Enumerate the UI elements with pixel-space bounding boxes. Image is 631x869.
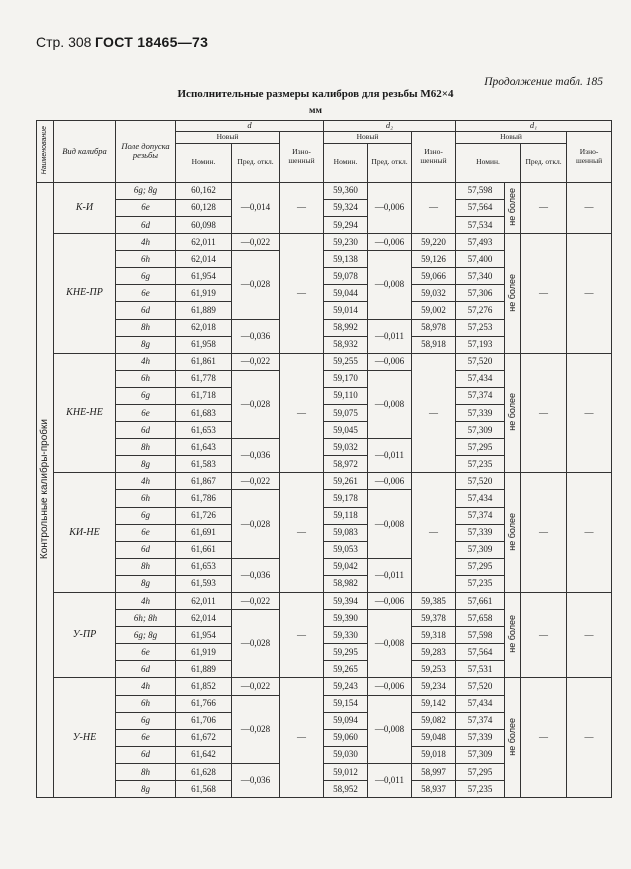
d1-deviation: — [521,182,567,233]
d1-nominal: 57,306 [456,285,505,302]
d1-deviation: — [521,234,567,354]
d2-nominal: 59,094 [324,712,368,729]
d-nominal: 62,014 [176,610,232,627]
gauge-type: У-ПР [54,593,116,678]
side-label: Контрольные калибры-пробки [37,182,54,797]
d-nominal: 61,954 [176,268,232,285]
d2-wear: 59,253 [412,661,456,678]
d-nominal: 61,683 [176,404,232,421]
d-nom-header: Номин. [176,143,232,182]
d2-nominal: 59,330 [324,627,368,644]
d-deviation: —0,022 [232,473,280,490]
d-nominal: 61,919 [176,644,232,661]
d2-wear: 59,032 [412,285,456,302]
d1-nominal: 57,534 [456,216,505,233]
d2-deviation: —0,006 [368,593,412,610]
d-nominal: 61,661 [176,541,232,558]
tolerance-field: 6g; 8g [116,627,176,644]
d2-nominal: 59,170 [324,370,368,387]
d-nominal: 61,954 [176,627,232,644]
d1-wear: — [567,473,612,593]
tolerance-field: 6d [116,216,176,233]
d1-nominal: 57,340 [456,268,505,285]
d-nominal: 60,128 [176,199,232,216]
d-nominal: 61,766 [176,695,232,712]
d2-nominal: 59,230 [324,234,368,251]
d1-wear: — [567,678,612,798]
d2-nominal: 59,243 [324,678,368,695]
tolerance-field: 8h [116,763,176,780]
table-row [37,353,612,370]
d1-nominal: 57,564 [456,199,505,216]
d-nominal: 61,643 [176,439,232,456]
d2-deviation: —0,006 [368,678,412,695]
d1-nominal: 57,339 [456,729,505,746]
d1-dev-header: Пред. откл. [521,143,567,182]
tolerance-field: 8g [116,781,176,798]
d2-deviation: —0,006 [368,353,412,370]
d2-nominal: 59,265 [324,661,368,678]
gauge-type-header: Вид калибра [54,121,116,183]
d1-wear: — [567,593,612,678]
d2-wear: 59,318 [412,627,456,644]
d1-deviation: — [521,593,567,678]
d-wear: — [280,593,324,678]
d-nominal: 61,642 [176,746,232,763]
units-label: мм [309,106,322,116]
d2-nominal: 59,360 [324,182,368,199]
d-deviation: —0,028 [232,370,280,438]
d1-nominal: 57,339 [456,524,505,541]
d2-nominal: 59,030 [324,746,368,763]
d2-deviation: —0,008 [368,695,412,763]
d2-nominal: 59,118 [324,507,368,524]
d1-wear: — [567,234,612,354]
d1-nominal: 57,434 [456,370,505,387]
d1-max-note: не более [505,593,521,678]
d2-wear: 59,048 [412,729,456,746]
d2-nominal: 59,075 [324,404,368,421]
tolerance-field: 6h; 8h [116,610,176,627]
d1-wear-header: Изно-шенный [567,131,612,182]
d1-nominal: 57,658 [456,610,505,627]
d-nominal: 61,568 [176,781,232,798]
d-nominal: 61,726 [176,507,232,524]
d2-wear: 59,220 [412,234,456,251]
d1-nominal: 57,276 [456,302,505,319]
d1-nominal: 57,493 [456,234,505,251]
tolerance-field: 6h [116,695,176,712]
d1-nominal: 57,339 [456,404,505,421]
d1-nominal: 57,598 [456,182,505,199]
d2-nominal: 59,178 [324,490,368,507]
d-deviation: —0,028 [232,490,280,558]
tolerance-field: 6d [116,746,176,763]
d1-nominal: 57,235 [456,456,505,473]
d1-nominal: 57,520 [456,678,505,695]
d1-nominal: 57,531 [456,661,505,678]
d1-nom-header: Номин. [456,143,521,182]
d1-nominal: 57,520 [456,473,505,490]
d2-wear: 58,978 [412,319,456,336]
d2-wear: 59,066 [412,268,456,285]
d2-nominal: 59,294 [324,216,368,233]
d2-nominal: 58,952 [324,781,368,798]
d1-nominal: 57,235 [456,575,505,592]
d1-nominal: 57,374 [456,712,505,729]
table-row [37,234,612,251]
tolerance-field: 6g [116,507,176,524]
d-nominal: 61,706 [176,712,232,729]
tolerance-field: 6e [116,524,176,541]
d-nominal: 61,628 [176,763,232,780]
d2-wear: — [412,182,456,233]
d-nominal: 60,098 [176,216,232,233]
gauge-dimensions-table [36,120,612,798]
d1-nominal: 57,295 [456,558,505,575]
d2-nominal: 59,138 [324,251,368,268]
d-nominal: 61,653 [176,422,232,439]
d-dev-header: Пред. откл. [232,143,280,182]
tolerance-field: 6e [116,729,176,746]
tolerance-field: 6g [116,387,176,404]
d-nominal: 61,861 [176,353,232,370]
d-wear: — [280,678,324,798]
d1-nominal: 57,235 [456,781,505,798]
d1-nominal: 57,295 [456,763,505,780]
d-deviation: —0,036 [232,763,280,797]
d-deviation: —0,036 [232,319,280,353]
d-deviation: —0,028 [232,695,280,763]
d2-deviation: —0,011 [368,763,412,797]
d-nominal: 61,672 [176,729,232,746]
tolerance-field: 8g [116,456,176,473]
gauge-type: КНЕ-НЕ [54,353,116,473]
tolerance-field: 6e [116,285,176,302]
tolerance-field: 8h [116,319,176,336]
naming-header: Наименование [37,121,54,183]
d2-wear: 58,997 [412,763,456,780]
table-title: Исполнительные размеры калибров для резьбы М62×4 [177,88,454,100]
tolerance-field: 4h [116,234,176,251]
d2-wear: 58,937 [412,781,456,798]
d2-nom-header: Номин. [324,143,368,182]
d-nominal: 61,583 [176,456,232,473]
tolerance-field: 6e [116,199,176,216]
d1-nominal: 57,434 [456,490,505,507]
d2-new-header: Новый [324,131,412,143]
d2-nominal: 59,032 [324,439,368,456]
standard-number: ГОСТ 18465—73 [94,34,209,50]
tolerance-field: 8g [116,336,176,353]
d-nominal: 62,014 [176,251,232,268]
tolerance-field: 4h [116,593,176,610]
d1-max-note: не более [505,353,521,473]
d-deviation: —0,028 [232,251,280,319]
d2-nominal: 59,154 [324,695,368,712]
table-row [37,593,612,610]
d2-nominal: 59,390 [324,610,368,627]
d2-wear: — [412,353,456,473]
d1-deviation: — [521,473,567,593]
d-nominal: 61,919 [176,285,232,302]
d-nominal: 61,778 [176,370,232,387]
d1-nominal: 57,520 [456,353,505,370]
d1-nominal: 57,661 [456,593,505,610]
d2-deviation: —0,006 [368,182,412,233]
d2-wear: 59,385 [412,593,456,610]
d2-wear: 59,018 [412,746,456,763]
tolerance-field: 6d [116,541,176,558]
d2-nominal: 59,012 [324,763,368,780]
tolerance-field: 6d [116,302,176,319]
d-nominal: 61,889 [176,661,232,678]
tolerance-field: 6g [116,712,176,729]
page-number: Стр. 308 [36,34,92,50]
d-wear: — [280,473,324,593]
table-row [37,473,612,490]
tolerance-field: 6e [116,404,176,421]
d1-nominal: 57,309 [456,541,505,558]
d2-nominal: 58,982 [324,575,368,592]
d1-max-note: не более [505,473,521,593]
d-new-header: Новый [176,131,280,143]
d1-new-header: Новый [456,131,567,143]
table-header [37,121,612,183]
d-nominal: 62,011 [176,593,232,610]
d2-nominal: 59,042 [324,558,368,575]
d2-nominal: 59,255 [324,353,368,370]
d-nominal: 61,691 [176,524,232,541]
table-body [37,182,612,797]
d2-deviation: —0,006 [368,473,412,490]
d1-nominal: 57,374 [456,387,505,404]
d2-deviation: —0,008 [368,490,412,558]
d2-nominal: 59,261 [324,473,368,490]
d1-max-note: не более [505,234,521,354]
d2-nominal: 59,053 [324,541,368,558]
d2-wear: 58,918 [412,336,456,353]
tolerance-field: 6g [116,268,176,285]
d2-wear: 59,234 [412,678,456,695]
table-row [37,678,612,695]
d2-nominal: 58,992 [324,319,368,336]
d-nominal: 60,162 [176,182,232,199]
tolerance-field: 8h [116,439,176,456]
d2-wear: 59,378 [412,610,456,627]
d-nominal: 61,786 [176,490,232,507]
d1-deviation: — [521,353,567,473]
d-deviation: —0,014 [232,182,280,233]
d1-nominal: 57,295 [456,439,505,456]
d1-nominal: 57,564 [456,644,505,661]
table-row [37,182,612,199]
d2-deviation: —0,006 [368,234,412,251]
d2-wear: — [412,473,456,593]
d2-nominal: 58,932 [324,336,368,353]
d-deviation: —0,022 [232,234,280,251]
d1-nominal: 57,400 [456,251,505,268]
d-nominal: 62,011 [176,234,232,251]
d1-wear: — [567,182,612,233]
tolerance-field-header: Поле допуска резьбы [116,121,176,183]
d2-nominal: 59,394 [324,593,368,610]
d2-wear: 59,002 [412,302,456,319]
tolerance-field: 6d [116,661,176,678]
d-nominal: 61,867 [176,473,232,490]
d1-header: d₁ [456,121,612,132]
d-nominal: 61,958 [176,336,232,353]
d-nominal: 61,852 [176,678,232,695]
tolerance-field: 6h [116,370,176,387]
gauge-type: КНЕ-ПР [54,234,116,354]
d1-nominal: 57,374 [456,507,505,524]
tolerance-field: 8g [116,575,176,592]
d-nominal: 61,593 [176,575,232,592]
d2-deviation: —0,011 [368,319,412,353]
tolerance-field: 6h [116,251,176,268]
d2-wear: 59,126 [412,251,456,268]
d2-nominal: 59,295 [324,644,368,661]
d-wear-header: Изно-шенный [280,131,324,182]
d2-wear-header: Изно-шенный [412,131,456,182]
d-nominal: 61,653 [176,558,232,575]
d1-nominal: 57,253 [456,319,505,336]
tolerance-field: 4h [116,353,176,370]
continuation-note: Продолжение табл. 185 [484,76,603,88]
d2-nominal: 59,060 [324,729,368,746]
tolerance-field: 6h [116,490,176,507]
d1-nominal: 57,598 [456,627,505,644]
d-deviation: —0,036 [232,558,280,592]
d1-nominal: 57,309 [456,422,505,439]
d2-wear: 59,082 [412,712,456,729]
gauge-type: КИ-НЕ [54,473,116,593]
d1-max-note: не более [505,182,521,233]
d-header: d [176,121,324,132]
d-deviation: —0,022 [232,593,280,610]
d2-nominal: 59,324 [324,199,368,216]
d-nominal: 61,889 [176,302,232,319]
d2-nominal: 59,014 [324,302,368,319]
gauge-type: К-И [54,182,116,233]
d2-nominal: 59,078 [324,268,368,285]
d1-nominal: 57,193 [456,336,505,353]
d2-deviation: —0,011 [368,558,412,592]
d1-wear: — [567,353,612,473]
d-nominal: 61,718 [176,387,232,404]
d2-nominal: 59,110 [324,387,368,404]
d1-deviation: — [521,678,567,798]
d-wear: — [280,353,324,473]
d-wear: — [280,182,324,233]
d2-deviation: —0,008 [368,251,412,319]
d2-wear: 59,283 [412,644,456,661]
d1-nominal: 57,309 [456,746,505,763]
d-nominal: 62,018 [176,319,232,336]
d2-dev-header: Пред. откл. [368,143,412,182]
d-wear: — [280,234,324,354]
tolerance-field: 4h [116,473,176,490]
tolerance-field: 6d [116,422,176,439]
d-deviation: —0,022 [232,353,280,370]
d2-deviation: —0,011 [368,439,412,473]
tolerance-field: 6g; 8g [116,182,176,199]
tolerance-field: 4h [116,678,176,695]
tolerance-field: 8h [116,558,176,575]
gauge-type: У-НЕ [54,678,116,798]
tolerance-field: 6e [116,644,176,661]
d-deviation: —0,022 [232,678,280,695]
d2-deviation: —0,008 [368,370,412,438]
d2-wear: 59,142 [412,695,456,712]
d2-nominal: 59,083 [324,524,368,541]
d2-nominal: 59,045 [324,422,368,439]
d1-nominal: 57,434 [456,695,505,712]
d-deviation: —0,036 [232,439,280,473]
d1-max-note: не более [505,678,521,798]
d2-nominal: 59,044 [324,285,368,302]
page-header [36,34,208,52]
d2-deviation: —0,008 [368,610,412,678]
d2-header: d₂ [324,121,456,132]
d-deviation: —0,028 [232,610,280,678]
d2-nominal: 58,972 [324,456,368,473]
